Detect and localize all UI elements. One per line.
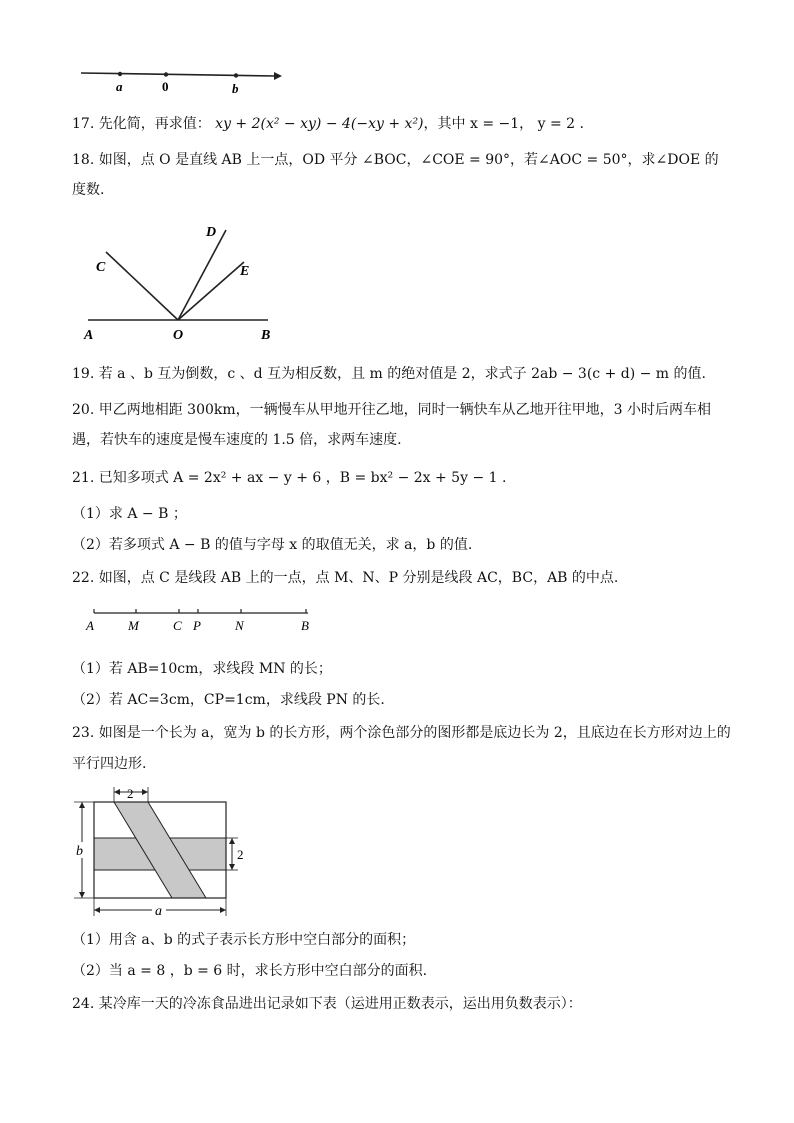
point-b-dot (234, 73, 238, 77)
q18-text-1: 如图，点 O 是直线 AB 上一点，OD 平分 ∠BOC，∠COE = 90°，若∠AOC = 50°，求∠DOE 的 (98, 152, 719, 168)
angle-figure (80, 222, 280, 346)
bottom-arrow-right (220, 907, 226, 913)
q18-number: 18. (72, 152, 95, 168)
q23-part-2-text: （2）当 a = 8 ，b = 6 时，求长方形中空白部分的面积. (72, 963, 428, 979)
question-23-line-1 (72, 723, 732, 743)
left-arrow-bottom (79, 892, 85, 898)
q20-number: 20. (72, 402, 95, 418)
label-b: B (301, 618, 309, 633)
label-b: B (261, 328, 271, 343)
label-n: N (235, 618, 244, 633)
question-20-line-1 (72, 400, 732, 420)
label-right-2: 2 (237, 847, 244, 862)
label-b: b (232, 81, 239, 96)
number-line-arrow (274, 72, 282, 80)
label-d: D (206, 225, 217, 240)
segment-figure (82, 602, 322, 638)
q23-part-1-text: （1）用含 a、b 的式子表示长方形中空白部分的面积； (72, 932, 416, 948)
top-arrow-right (142, 789, 148, 795)
q19-number: 19. (72, 366, 95, 382)
q23-text-2: 平行四边形. (72, 756, 147, 772)
label-a: a (116, 79, 123, 94)
q22-text: 如图，点 C 是线段 AB 上的一点，点 M、N、P 分别是线段 AC，BC，AB 的中点. (98, 570, 619, 586)
ray-od (178, 230, 226, 320)
q22-part-2-text: （2）若 AC=3cm，CP=1cm，求线段 PN 的长. (72, 692, 385, 708)
right-arrow-bottom (229, 864, 235, 870)
question-23-part-2 (72, 961, 732, 981)
label-m: M (128, 618, 139, 633)
q20-text-1: 甲乙两地相距 300km，一辆慢车从甲地开往乙地，同时一辆快车从乙地开往甲地，3 小时后两车相 (98, 402, 712, 418)
q21-part-2-text: （2）若多项式 A − B 的值与字母 x 的取值无关，求 a，b 的值. (72, 537, 473, 553)
q17-text: 先化简，再求值： (98, 116, 211, 132)
label-a: A (84, 328, 94, 343)
question-17 (72, 114, 732, 134)
label-b: b (76, 844, 83, 859)
q21-part-1-text: （1）求 A − B ； (72, 506, 187, 522)
q23-text-1: 如图是一个长为 a，宽为 b 的长方形，两个涂色部分的图形都是底边长为 2，且底边在长方形对边上的 (98, 725, 731, 741)
q22-part-1-text: （1）若 AB=10cm，求线段 MN 的长； (72, 661, 332, 677)
label-top-2: 2 (127, 786, 134, 801)
q24-number: 24. (72, 996, 95, 1012)
question-19 (72, 364, 732, 384)
q20-text-2: 遇，若快车的速度是慢车速度的 1.5 倍，求两车速度. (72, 432, 402, 448)
question-22 (72, 568, 732, 588)
question-24 (72, 994, 732, 1014)
q17-number: 17. (72, 116, 95, 132)
label-o: O (173, 328, 184, 343)
question-18-line-2 (72, 180, 732, 200)
ray-oc (106, 252, 178, 320)
question-21-part-2 (72, 535, 732, 555)
question-21 (72, 468, 732, 488)
q17-condition: ，其中 x = −1， y = 2 . (423, 116, 584, 132)
left-arrow-top (79, 802, 85, 808)
label-c: C (96, 260, 106, 275)
rectangle-figure (70, 782, 260, 920)
q21-text: 已知多项式 A = 2x² + ax − y + 6 ，B = bx² − 2x + 5y − 1 . (98, 470, 507, 486)
question-22-part-1 (72, 659, 732, 679)
q19-text: 若 a 、b 互为倒数，c 、d 互为相反数，且 m 的绝对值是 2，求式子 2ab − 3(c + d) − m 的值. (98, 366, 706, 382)
number-line-axis (81, 73, 276, 76)
label-a: a (155, 904, 162, 919)
point-zero-dot (164, 72, 168, 76)
q21-number: 21. (72, 470, 95, 486)
q18-text-2: 度数. (72, 182, 105, 198)
q17-expression: xy + 2(x² − xy) − 4(−xy + x²) (215, 116, 424, 132)
bottom-arrow-left (94, 907, 100, 913)
label-zero: 0 (162, 79, 169, 94)
q22-number: 22. (72, 570, 95, 586)
question-22-part-2 (72, 690, 732, 710)
label-c: C (173, 618, 182, 633)
q23-number: 23. (72, 725, 95, 741)
label-a: A (86, 618, 94, 633)
point-a-dot (118, 72, 122, 76)
label-p: P (193, 618, 201, 633)
question-21-part-1 (72, 504, 732, 524)
label-e: E (240, 264, 250, 279)
question-18-line-1 (72, 150, 732, 170)
number-line-figure (78, 62, 288, 98)
question-20-line-2 (72, 430, 732, 450)
question-23-line-2 (72, 754, 732, 774)
right-arrow-top (229, 838, 235, 844)
ray-oe (178, 262, 244, 320)
top-arrow-left (114, 789, 120, 795)
q24-text: 某冷库一天的冷冻食品进出记录如下表（运进用正数表示，运出用负数表示）： (98, 996, 582, 1012)
question-23-part-1 (72, 930, 732, 950)
